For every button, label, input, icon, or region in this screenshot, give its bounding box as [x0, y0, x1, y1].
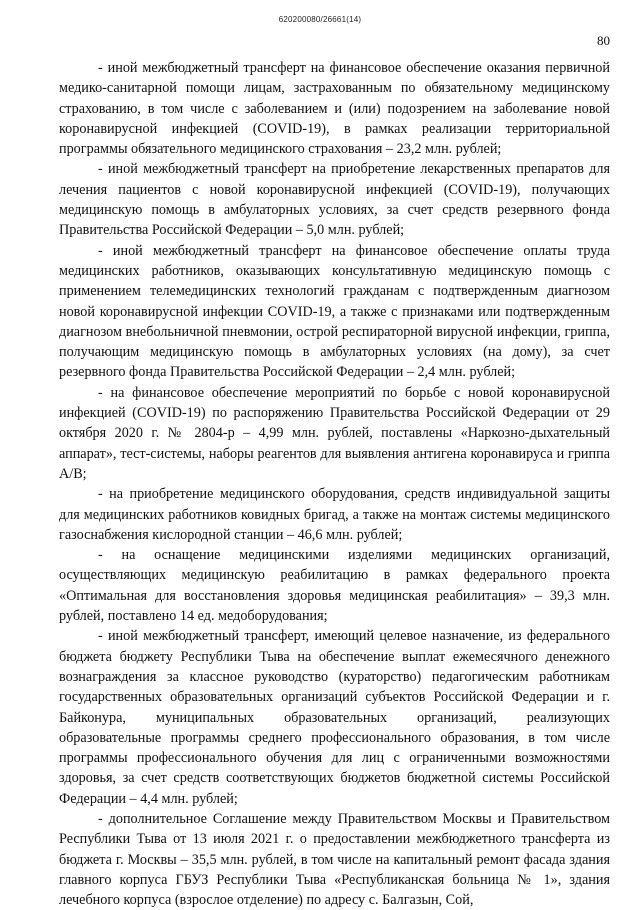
document-id: 620200080/26661(14)	[278, 15, 362, 24]
paragraph: - дополнительное Соглашение между Правительством Москвы и Правительством Республики Тыва от 13 июля 2021 г. о предоставлении межбюджетного трансферта из бюджета г. Москвы – 35,5 млн. рублей, в том числе на капитальный ремонт фасада здания главного корпуса ГБУЗ Республики Тыва «Республиканская больница № 1», здания лечебного корпуса (взрослое отделение) по адресу с. Балгазын, Сой,	[59, 810, 610, 909]
paragraph: - иной межбюджетный трансферт на приобретение лекарственных препаратов для лечения пациентов с новой коронавирусной инфекцией (COVID-19), получающих медицинскую помощь в амбулаторных условиях, за счет средств резервного фонда Правительства Российской Федерации – 5,0 млн. рублей;	[59, 161, 610, 239]
paragraph: - на оснащение медицинскими изделиями медицинских организаций, осуществляющих медицинскую реабилитацию в рамках федерального проекта «Оптимальная для восстановления здоровья медицинская реабилитация» – 39,3 млн. рублей, поставлено 14 ед. медоборудования;	[59, 547, 610, 625]
paragraph: - иной межбюджетный трансферт на финансовое обеспечение оплаты труда медицинских работников, оказывающих консультативную медицинскую помощь с применением телемедицинских технологий гражданам с подтвержденным диагнозом новой коронавирусной инфекции COVID-19, а также с признаками или подтвержденным диагнозом внебольничной пневмонии, острой респираторной вирусной инфекции, гриппа, получающим медицинскую помощь в амбулаторных условиях (на дому), за счет резервного фонда Правительства Российской Федерации – 2,4 млн. рублей;	[59, 242, 610, 381]
paragraph: - на финансовое обеспечение мероприятий по борьбе с новой коронавирусной инфекцией (COVID-19) по распоряжению Правительства Российской Федерации от 29 октября 2020 г. № 2804-р – 4,99 млн. рублей, поставлены «Наркозно-дыхательный аппарат», тест-системы, наборы реагентов для выявления антигена коронавируса и гриппа A/B;	[59, 384, 610, 482]
paragraph: - на приобретение медицинского оборудования, средств индивидуальной защиты для медицинских работников ковидных бригад, а также на монтаж системы медицинского газоснабжения кислородной станции – 46,6 млн. рублей;	[59, 486, 610, 543]
document-body	[59, 58, 610, 910]
page-number: 80	[597, 33, 610, 48]
paragraph: - иной межбюджетный трансферт на финансовое обеспечение оказания первичной медико-санитарной помощи лицам, застрахованным по обязательному медицинскому страхованию, в том числе с заболеванием и (или) подозрением на заболевание новой коронавирусной инфекцией (COVID-19), в рамках реализации территориальной программы обязательного медицинского страхования – 23,2 млн. рублей;	[59, 60, 610, 158]
paragraph: - иной межбюджетный трансферт, имеющий целевое назначение, из федерального бюджета бюджету Республики Тыва на обеспечение выплат ежемесячного денежного вознаграждения за классное руководство (кураторство) педагогическим работникам государственных образовательных организаций субъектов Российской Федерации и г. Байконура, муниципальных образовательных организаций, реализующих образовательные программы среднего профессионального образования, в том числе программы профессионального обучения для лиц с ограниченными возможностями здоровья, за счет средств соответствующих бюджетов бюджетной системы Российской Федерации – 4,4 млн. рублей;	[59, 628, 610, 807]
